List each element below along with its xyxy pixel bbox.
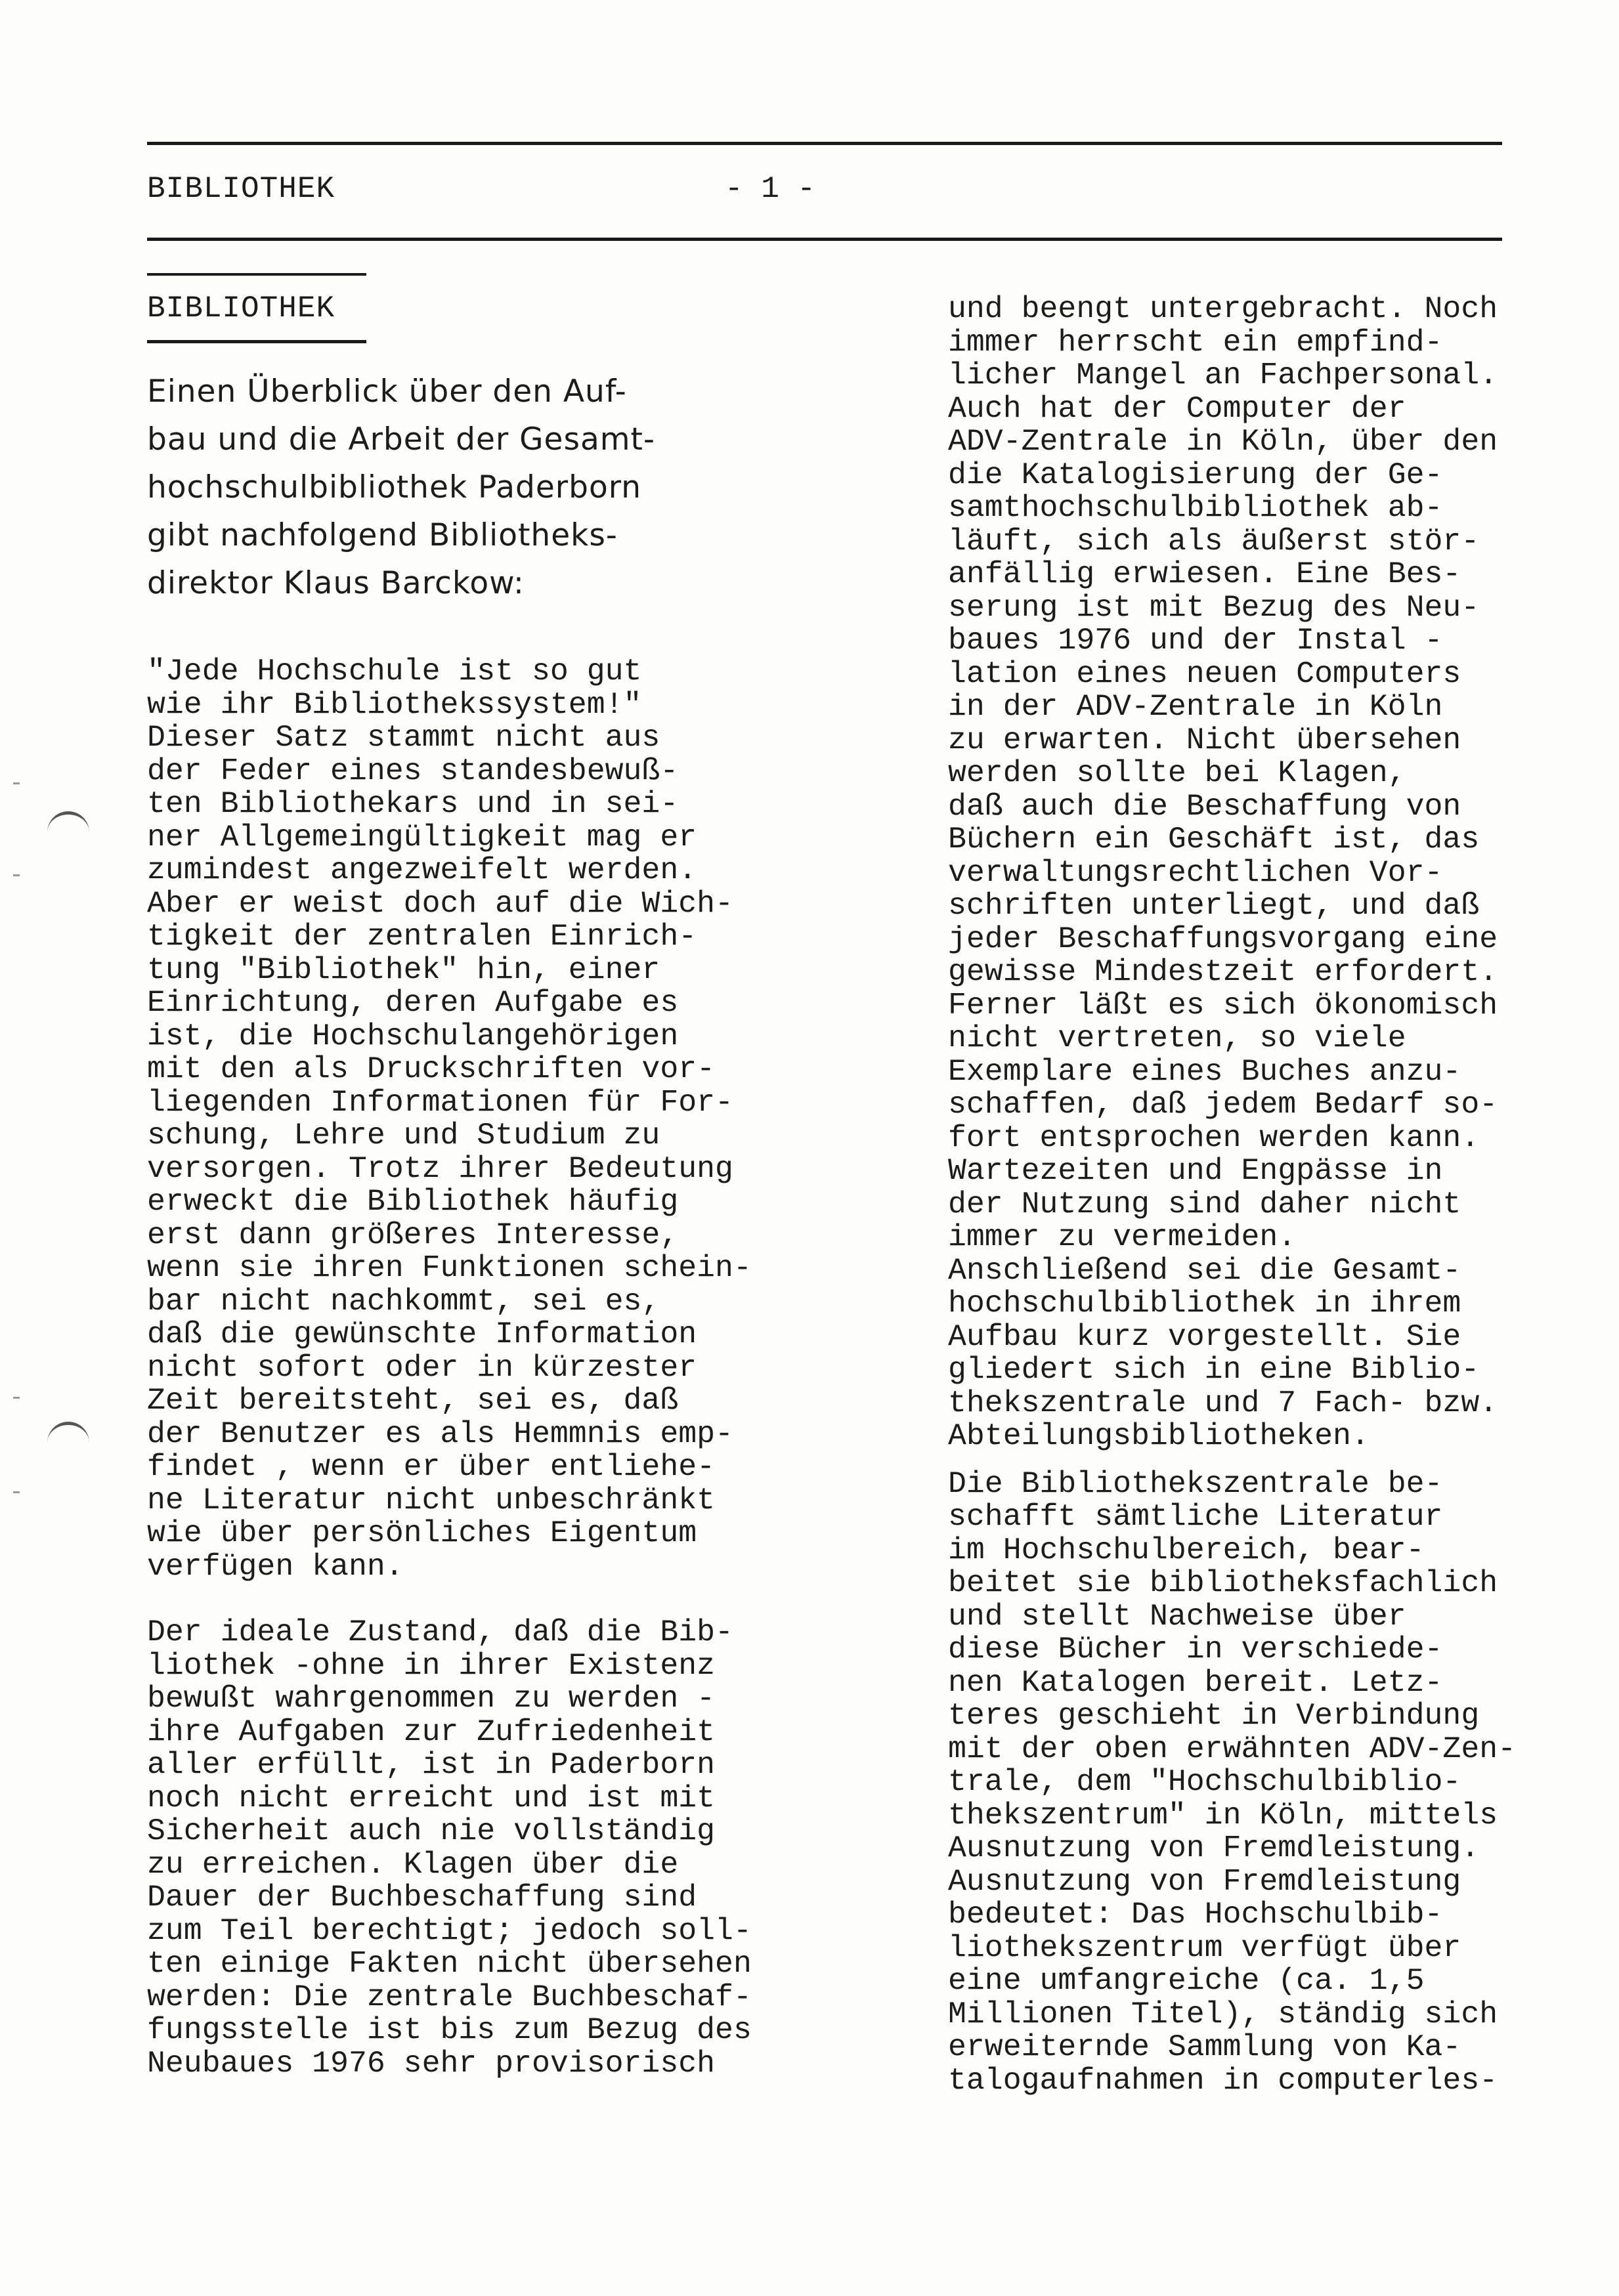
text-line: ten einige Fakten nicht übersehen [147, 1946, 752, 1981]
text-line: schafft sämtliche Literatur [948, 1499, 1443, 1534]
text-line: erweckt die Bibliothek häufig [147, 1184, 679, 1219]
text-line: erst dann größeres Interesse, [147, 1217, 679, 1252]
text-line: fort entsprochen werden kann. [948, 1120, 1480, 1155]
text-line: Aufbau kurz vorgestellt. Sie [948, 1319, 1461, 1354]
margin-tick [13, 782, 20, 784]
text-line: Einrichtung, deren Aufgabe es [147, 985, 679, 1020]
text-line: liegenden Informationen für For- [147, 1084, 733, 1120]
margin-tick [13, 1397, 20, 1399]
text-line: ten Bibliothekars und in sei- [147, 786, 679, 821]
section-title-top-rule [147, 273, 366, 276]
text-line: zu erwarten. Nicht übersehen [948, 722, 1461, 757]
text-line: trale, dem "Hochschulbiblio- [948, 1764, 1461, 1799]
text-line: daß die gewünschte Information [147, 1317, 697, 1351]
text-line: Dieser Satz stammt nicht aus [147, 720, 660, 755]
text-line: und beengt untergebracht. Noch [948, 291, 1498, 326]
text-line: eine umfangreiche (ca. 1,5 [948, 1963, 1425, 1998]
margin-tick [13, 1491, 20, 1493]
text-line: erweiternde Sammlung von Ka- [948, 2030, 1461, 2064]
text-line: baues 1976 und der Instal - [948, 623, 1443, 658]
right-paragraph-2 [948, 1468, 1578, 2098]
text-line: der Benutzer es als Hemmnis emp- [147, 1416, 733, 1451]
intro-paragraph [147, 368, 764, 607]
text-line: Sicherheit auch nie vollständig [147, 1814, 716, 1848]
intro-line: bau und die Arbeit der Gesamt- [147, 421, 655, 457]
text-line: Neubaues 1976 sehr provisorisch [147, 2045, 716, 2081]
text-line: werden sollte bei Klagen, [948, 755, 1406, 790]
text-line: bar nicht nachkommt, sei es, [147, 1283, 660, 1319]
text-line: immer zu vermeiden. [948, 1220, 1297, 1254]
text-line: tigkeit der zentralen Einrich- [147, 919, 697, 954]
punch-hole-mark [47, 1422, 89, 1446]
text-line: Ausnutzung von Fremdleistung. [948, 1831, 1480, 1865]
text-line: Ausnutzung von Fremdleistung [948, 1863, 1461, 1899]
intro-line: gibt nachfolgend Bibliotheks- [147, 517, 618, 553]
text-line: daß auch die Beschaffung von [948, 788, 1461, 824]
text-line: noch nicht erreicht und ist mit [147, 1780, 716, 1816]
text-line: schaffen, daß jedem Bedarf so- [948, 1087, 1498, 1122]
margin-tick [13, 874, 20, 876]
text-line: zumindest angezweifelt werden. [147, 853, 697, 887]
text-line: schung, Lehre und Studium zu [147, 1118, 660, 1153]
text-line: thekszentrum" in Köln, mittels [948, 1797, 1498, 1833]
text-line: jeder Beschaffungsvorgang eine [948, 921, 1498, 956]
text-line: wie über persönliches Eigentum [147, 1516, 697, 1550]
text-line: beitet sie bibliotheksfachlich [948, 1565, 1498, 1600]
text-line: werden: Die zentrale Buchbeschaf- [147, 1979, 752, 2014]
text-line: ne Literatur nicht unbeschränkt [147, 1482, 716, 1518]
text-line: läuft, sich als äußerst stör- [948, 523, 1480, 559]
text-line: gewisse Mindestzeit erfordert. [948, 954, 1498, 989]
text-line: ist, die Hochschulangehörigen [147, 1018, 679, 1053]
text-line: Zeit bereitsteht, sei es, daß [147, 1383, 679, 1418]
text-line: mit der oben erwähnten ADV-Zen- [948, 1731, 1517, 1766]
text-line: Aber er weist doch auf die Wich- [147, 885, 733, 921]
left-paragraph-2 [147, 1616, 817, 2080]
page-number: - 1 - [725, 172, 816, 206]
text-line: in der ADV-Zentrale in Köln [948, 689, 1443, 724]
text-line: Büchern ein Geschäft ist, das [948, 822, 1480, 857]
text-line: nicht vertreten, so viele [948, 1021, 1406, 1055]
text-line: Exemplare eines Buches anzu- [948, 1053, 1461, 1089]
intro-line: hochschulbibliothek Paderborn [147, 469, 642, 505]
text-line: Dauer der Buchbeschaffung sind [147, 1880, 697, 1915]
text-line: der Nutzung sind daher nicht [948, 1186, 1461, 1222]
text-line: die Katalogisierung der Ge- [948, 457, 1443, 492]
text-line: diese Bücher in verschiede- [948, 1632, 1443, 1667]
punch-hole-mark [47, 811, 89, 836]
text-line: ADV-Zentrale in Köln, über den [948, 424, 1498, 459]
text-line: tung "Bibliothek" hin, einer [147, 952, 660, 987]
text-line: bedeutet: Das Hochschulbib- [948, 1897, 1443, 1932]
right-column [948, 293, 1578, 2097]
text-line: liothek -ohne in ihrer Existenz [147, 1648, 716, 1683]
text-line: Die Bibliothekszentrale be- [948, 1466, 1443, 1501]
text-line: Der ideale Zustand, daß die Bib- [147, 1615, 733, 1649]
text-line: fungsstelle ist bis zum Bezug des [147, 2012, 752, 2047]
header-top-rule [147, 142, 1502, 145]
text-line: "Jede Hochschule ist so gut [147, 654, 642, 689]
text-line: zum Teil berechtigt; jedoch soll- [147, 1913, 752, 1948]
text-line: verwaltungsrechtlichen Vor- [948, 855, 1443, 890]
text-line: zu erreichen. Klagen über die [147, 1846, 679, 1882]
section-title-bottom-rule [147, 340, 366, 343]
text-line: immer herrscht ein empfind- [948, 324, 1443, 360]
text-line: wie ihr Bibliothekssystem!" [147, 687, 642, 722]
text-line: nicht sofort oder in kürzester [147, 1350, 697, 1385]
text-line: mit den als Druckschriften vor- [147, 1052, 716, 1086]
text-line: Auch hat der Computer der [948, 391, 1406, 426]
header-bottom-rule [147, 238, 1502, 241]
text-line: verfügen kann. [147, 1548, 404, 1584]
left-paragraph-1 [147, 655, 817, 1583]
text-line: thekszentrale und 7 Fach- bzw. [948, 1385, 1498, 1420]
text-line: anfällig erwiesen. Eine Bes- [948, 557, 1461, 591]
text-line: hochschulbibliothek in ihrem [948, 1286, 1461, 1321]
text-line: talogaufnahmen in computerles- [948, 2062, 1498, 2098]
left-column [147, 655, 817, 2080]
text-line: bewußt wahrgenommen zu werden - [147, 1681, 716, 1716]
text-line: liothekszentrum verfügt über [948, 1930, 1461, 1965]
intro-line: direktor Klaus Barckow: [147, 565, 525, 601]
text-line: der Feder eines standesbewuß- [147, 753, 679, 788]
text-line: teres geschieht in Verbindung [948, 1698, 1480, 1733]
text-line: lation eines neuen Computers [948, 656, 1461, 691]
right-paragraph-1 [948, 293, 1578, 1453]
text-line: Anschließend sei die Gesamt- [948, 1252, 1461, 1288]
text-line: aller erfüllt, ist in Paderborn [147, 1747, 716, 1782]
text-line: samthochschulbibliothek ab- [948, 490, 1443, 525]
text-line: ihre Aufgaben zur Zufriedenheit [147, 1714, 716, 1749]
text-line: gliedert sich in eine Biblio- [948, 1352, 1480, 1387]
text-line: nen Katalogen bereit. Letz- [948, 1665, 1443, 1700]
text-line: wenn sie ihren Funktionen schein- [147, 1250, 752, 1285]
text-line: Wartezeiten und Engpässe in [948, 1153, 1443, 1188]
intro-line: Einen Überblick über den Auf- [147, 373, 627, 410]
text-line: licher Mangel an Fachpersonal. [948, 358, 1498, 393]
text-line: versorgen. Trotz ihrer Bedeutung [147, 1151, 733, 1186]
running-header-title: BIBLIOTHEK [147, 172, 335, 206]
text-line: serung ist mit Bezug des Neu- [948, 589, 1480, 625]
section-title: BIBLIOTHEK [147, 291, 335, 326]
text-line: Ferner läßt es sich ökonomisch [948, 987, 1498, 1023]
text-line: schriften unterliegt, und daß [948, 888, 1480, 923]
text-line: ner Allgemeingültigkeit mag er [147, 819, 697, 855]
text-line: und stellt Nachweise über [948, 1598, 1406, 1634]
text-line: im Hochschulbereich, bear- [948, 1532, 1425, 1567]
text-line: Millionen Titel), ständig sich [948, 1996, 1498, 2031]
text-line: findet , wenn er über entliehe- [147, 1449, 716, 1484]
text-line: Abteilungsbibliotheken. [948, 1418, 1370, 1453]
